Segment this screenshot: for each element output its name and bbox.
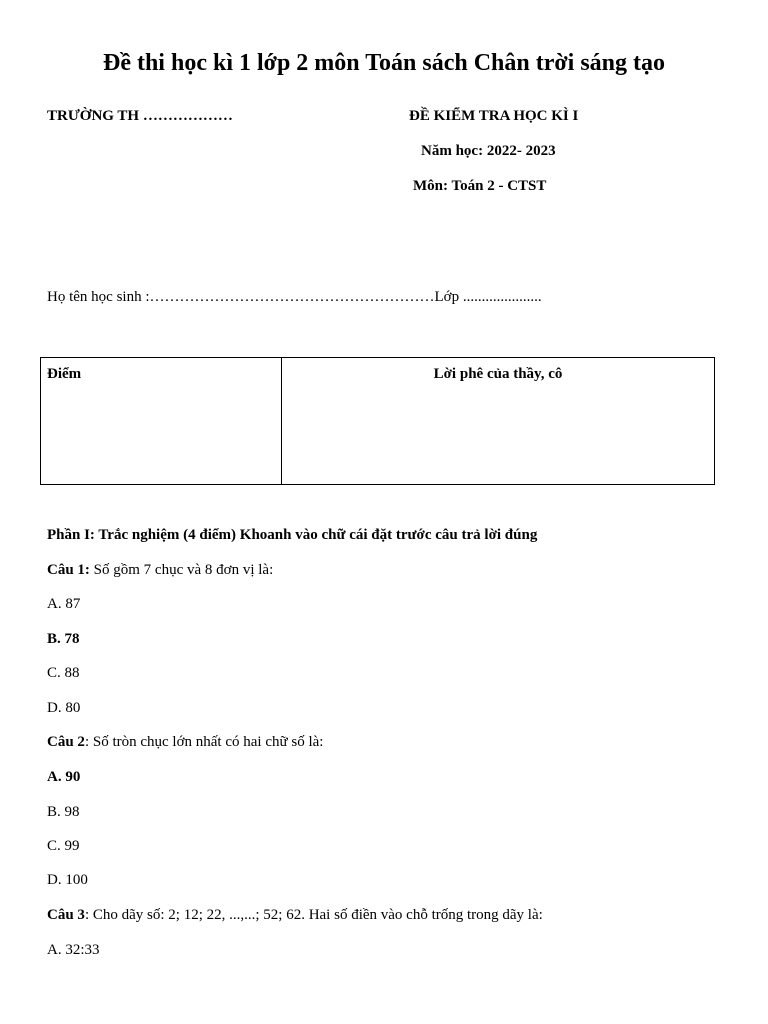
question-text: Số gồm 7 chục và 8 đơn vị là: bbox=[89, 562, 274, 578]
question-text: : Cho dãy số: 2; 12; 22, ...,...; 52; 62. Hai số điền vào chỗ trống trong dãy là: bbox=[84, 907, 543, 923]
page-title: Đề thi học kì 1 lớp 2 môn Toán sách Chân trời sáng tạo bbox=[102, 50, 666, 76]
option-1d: D. 80 bbox=[47, 700, 81, 716]
option-1a: A. 87 bbox=[47, 596, 81, 612]
subject: Môn: Toán 2 - CTST bbox=[413, 178, 547, 194]
student-info-line: Họ tên học sinh :…………………………………………………Lớp ..................... bbox=[47, 289, 542, 305]
school-name: TRƯỜNG TH ……………… bbox=[47, 108, 233, 124]
exam-title: ĐỀ KIỂM TRA HỌC KÌ I bbox=[409, 108, 579, 124]
question-1 bbox=[47, 562, 273, 579]
option-2b: B. 98 bbox=[47, 804, 80, 820]
teacher-comment-cell: Lời phê của thầy, cô bbox=[282, 358, 715, 485]
grade-table bbox=[40, 357, 715, 485]
option-3a: A. 32:33 bbox=[47, 942, 100, 958]
option-1b: B. 78 bbox=[47, 631, 80, 647]
option-1c: C. 88 bbox=[47, 665, 80, 681]
question-label: Câu 3 bbox=[47, 907, 85, 923]
option-2d: D. 100 bbox=[47, 872, 88, 888]
question-2 bbox=[47, 734, 323, 751]
option-2a: A. 90 bbox=[47, 769, 81, 785]
question-3 bbox=[47, 907, 543, 924]
section-heading: Phần I: Trắc nghiệm (4 điểm) Khoanh vào chữ cái đặt trước câu trả lời đúng bbox=[47, 527, 538, 543]
option-2c: C. 99 bbox=[47, 838, 80, 854]
question-label: Câu 1: bbox=[47, 562, 90, 578]
school-year: Năm học: 2022- 2023 bbox=[421, 143, 556, 159]
question-label: Câu 2 bbox=[47, 734, 85, 750]
question-text: : Số tròn chục lớn nhất có hai chữ số là: bbox=[84, 734, 324, 750]
score-cell: Điểm bbox=[41, 358, 282, 485]
